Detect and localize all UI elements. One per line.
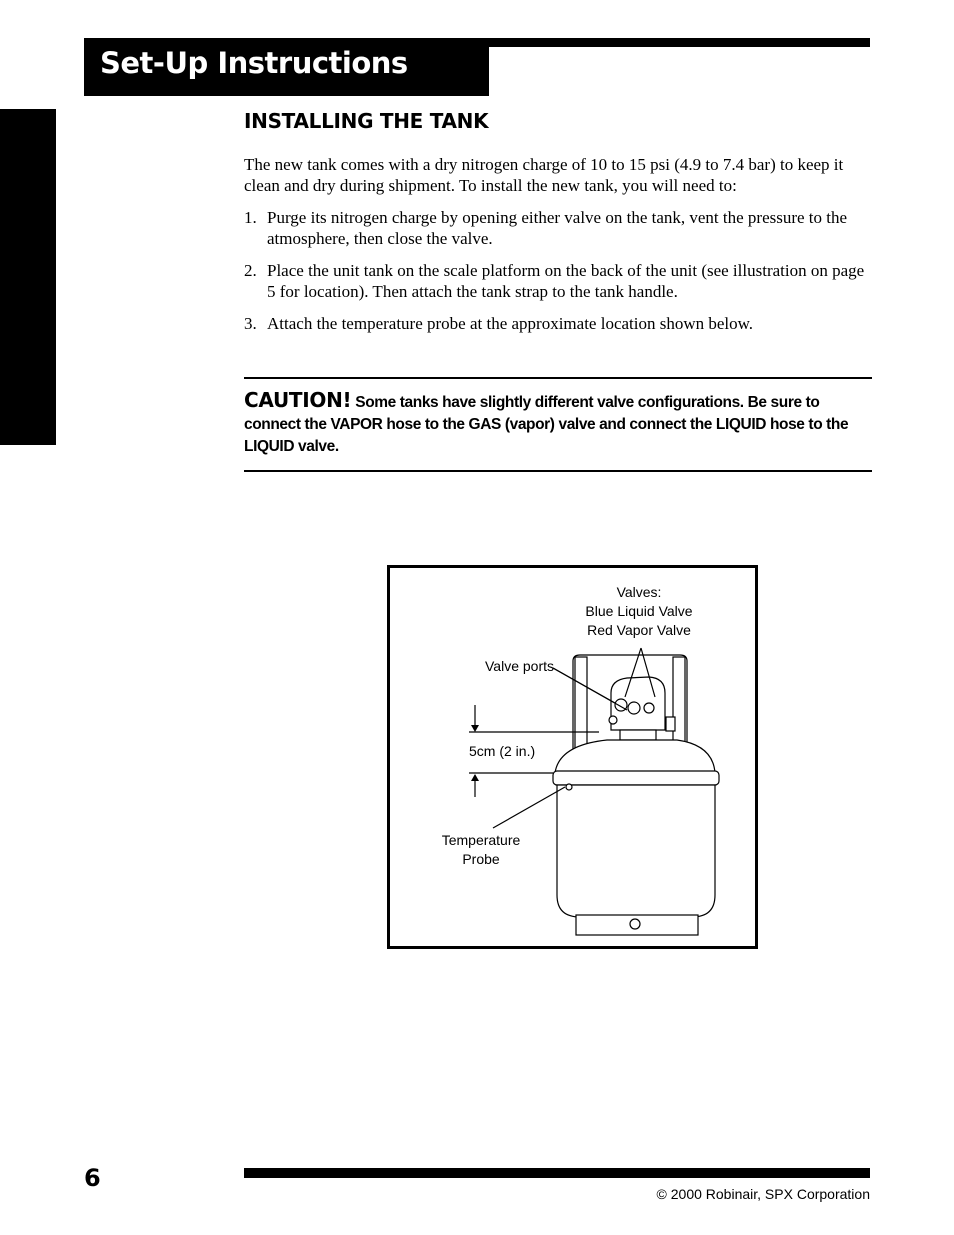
valve-neck	[620, 730, 656, 740]
relief-valve	[666, 717, 675, 731]
caution-label: CAUTION!	[244, 388, 352, 412]
valve-port-icon	[644, 703, 654, 713]
footer-rule	[244, 1168, 870, 1178]
step-text: Purge its nitrogen charge by opening either valve on the tank, vent the pressure to the atmosphere, then close the valve.	[267, 208, 848, 248]
tank-collar	[553, 771, 719, 785]
tank-body	[557, 785, 715, 917]
valve-port-icon	[609, 716, 617, 724]
step-text: Place the unit tank on the scale platform on the back of the unit (see illustration on page 5 for location). Then attach the tank strap to the tank handle.	[267, 261, 865, 301]
valves-vapor-label: Red Vapor Valve	[587, 622, 691, 638]
step-number: 2.	[244, 261, 257, 280]
tank-illustration	[387, 565, 758, 949]
probe-label-line1: Temperature	[441, 832, 521, 848]
caution-rule-top	[244, 377, 872, 379]
step-text: Attach the temperature probe at the approximate location shown below.	[267, 314, 754, 333]
handle-post-right	[673, 657, 685, 752]
list-item	[244, 260, 874, 302]
valve-port-icon	[628, 702, 640, 714]
caution-text: Some tanks have slightly different valve configurations. Be sure to connect the VAPOR hose to the GAS (vapor) valve and connect the LIQUID hose to the LIQUID valve.	[244, 394, 849, 455]
list-item	[244, 207, 874, 249]
valves-title: Valves:	[616, 584, 662, 600]
temperature-probe-icon	[566, 784, 572, 790]
foot-ring-hole-icon	[630, 919, 640, 929]
probe-label-line2: Probe	[462, 851, 500, 867]
handle-post-left	[575, 657, 587, 752]
dimension-label: 5cm (2 in.)	[469, 743, 536, 759]
list-item	[244, 313, 874, 334]
section-heading: INSTALLING THE TANK	[244, 109, 489, 133]
caution-box	[244, 389, 870, 458]
caution-rule-bottom	[244, 470, 872, 472]
side-tab-marker	[0, 109, 56, 445]
page-title: Set-Up Instructions	[100, 46, 408, 80]
page-number: 6	[84, 1164, 101, 1192]
intro-paragraph: The new tank comes with a dry nitrogen charge of 10 to 15 psi (4.9 to 7.4 bar) to keep it clean and dry during shipment. To install the new tank, you will need to:	[244, 155, 844, 195]
copyright-notice: © 2000 Robinair, SPX Corporation	[656, 1186, 870, 1202]
step-number: 1.	[244, 208, 257, 227]
valves-liquid-label: Blue Liquid Valve	[585, 603, 693, 619]
step-number: 3.	[244, 314, 257, 333]
valve-ports-label: Valve ports	[485, 658, 554, 674]
